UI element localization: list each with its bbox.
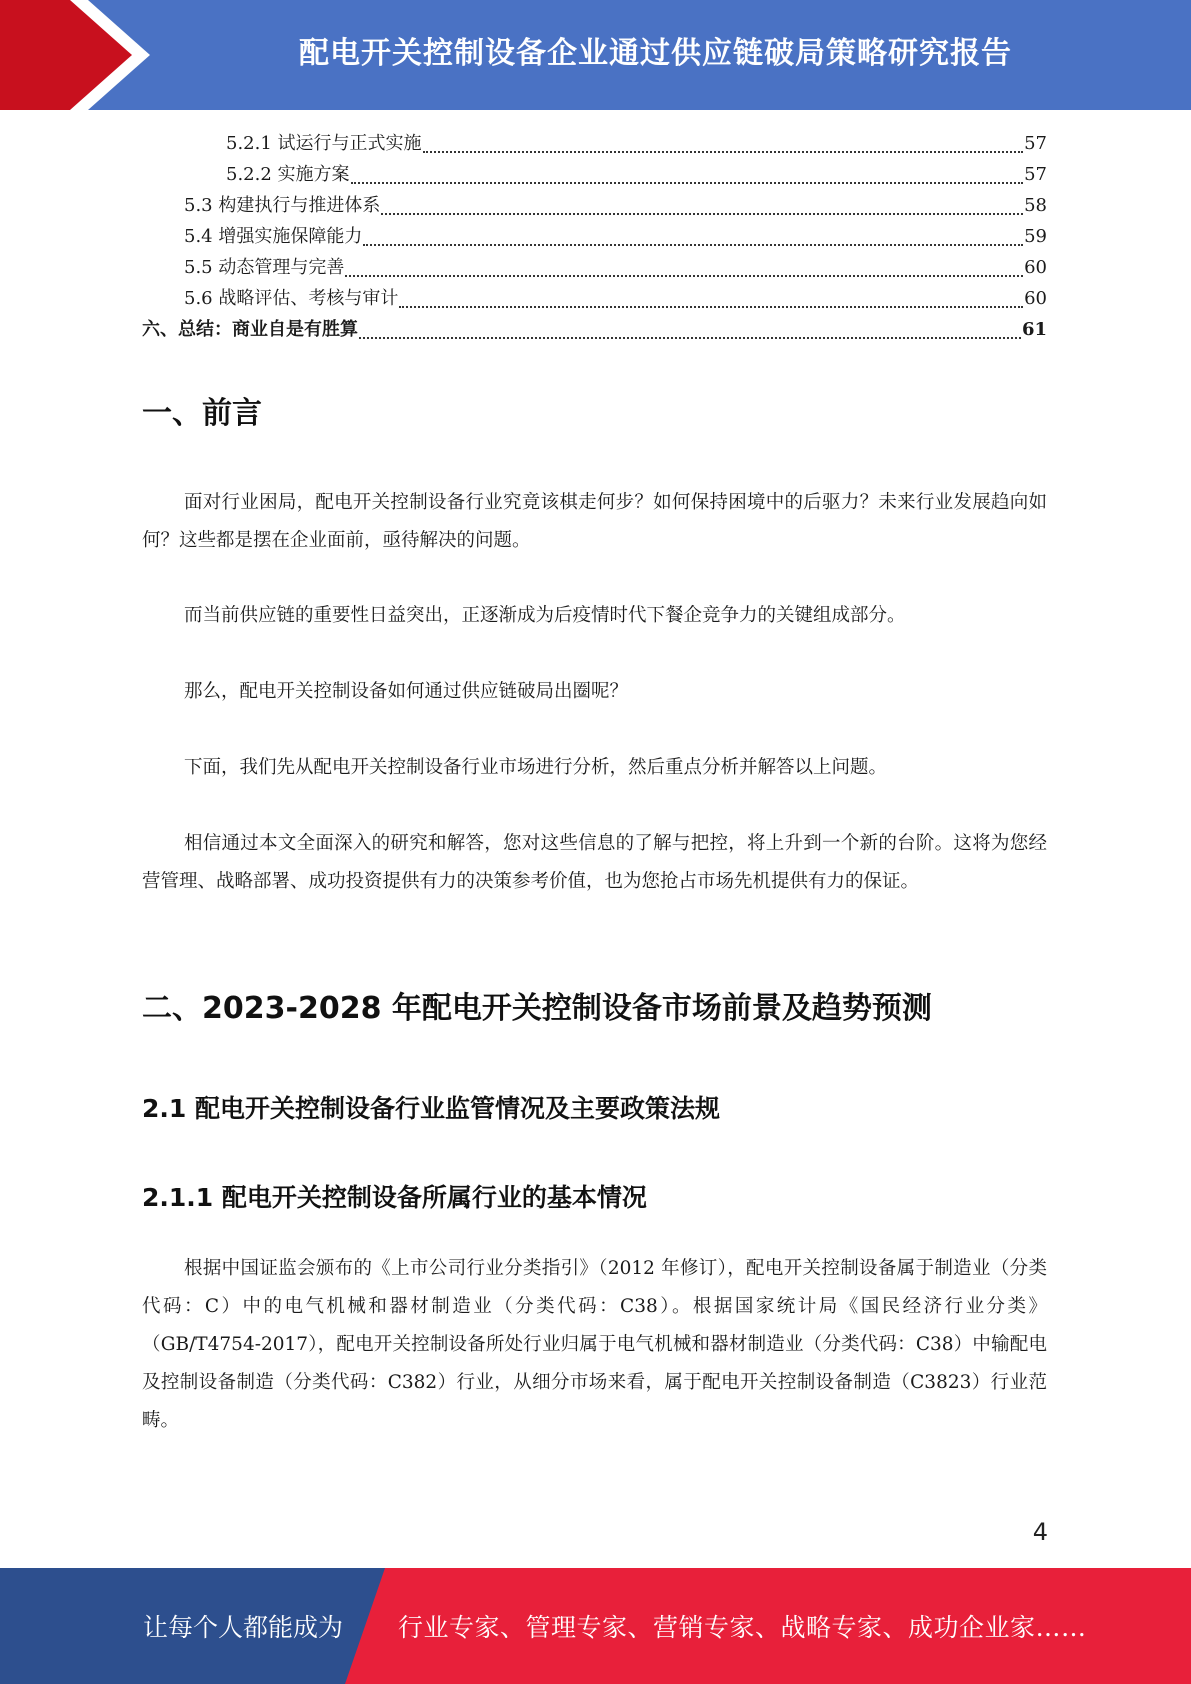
preface-paragraph: 下面，我们先从配电开关控制设备行业市场进行分析，然后重点分析并解答以上问题。: [184, 757, 888, 778]
footer-slogan-left: 让每个人都能成为: [143, 1613, 344, 1642]
toc-entry-label: 5.2.1 试运行与正式实施: [226, 133, 422, 154]
toc-entry-page: 58: [1024, 195, 1047, 216]
preface-paragraph: 那么，配电开关控制设备如何通过供应链破局出圈呢？: [184, 681, 629, 702]
toc-entry-label: 5.2.2 实施方案: [226, 164, 350, 185]
toc-entry-page: 57: [1024, 164, 1047, 185]
toc-leader-dots: [359, 337, 1021, 339]
page-header: [0, 0, 1191, 110]
section-2-1-heading: 2.1 配电开关控制设备行业监管情况及主要政策法规: [142, 1094, 720, 1123]
toc-entry-page: 61: [1021, 319, 1047, 340]
toc-entry-page: 60: [1024, 257, 1047, 278]
toc-leader-dots: [363, 244, 1023, 246]
chapter-2-heading: 二、2023-2028 年配电开关控制设备市场前景及趋势预测: [142, 991, 932, 1026]
toc-entry-label: 5.5 动态管理与完善: [184, 257, 345, 278]
toc-entry[interactable]: [142, 221, 1047, 252]
preface-heading: 一、前言: [142, 396, 262, 431]
toc-entry-label: 5.4 增强实施保障能力: [184, 226, 363, 247]
table-of-contents: [142, 128, 1047, 345]
toc-entry-label: 5.6 战略评估、考核与审计: [184, 288, 399, 309]
toc-leader-dots: [399, 306, 1023, 308]
preface-paragraph: 而当前供应链的重要性日益突出，正逐渐成为后疫情时代下餐企竞争力的关键组成部分。: [184, 605, 906, 626]
report-title: 配电开关控制设备企业通过供应链破局策略研究报告: [299, 36, 1012, 71]
toc-entry[interactable]: [142, 314, 1047, 345]
toc-entry-label: 5.3 构建执行与推进体系: [184, 195, 381, 216]
preface-paragraph: 面对行业困局，配电开关控制设备行业究竟该棋走何步？如何保持困境中的后驱力？未来行业发展趋向如何？这些都是摆在企业面前，亟待解决的问题。: [142, 492, 1047, 551]
preface-paragraph: 相信通过本文全面深入的研究和解答，您对这些信息的了解与把控，将上升到一个新的台阶。这将为您经营管理、战略部署、成功投资提供有力的决策参考价值，也为您抢占市场先机提供有力的保证。: [142, 833, 1047, 892]
page-number: 4: [1032, 1518, 1048, 1546]
toc-entry[interactable]: [142, 252, 1047, 283]
section-2-1-1-paragraph: 根据中国证监会颁布的《上市公司行业分类指引》（2012 年修订），配电开关控制设备属于制造业（分类代码：C）中的电气机械和器材制造业（分类代码：C38）。根据国家统计局《国民经济行业分类》（GB/T4754-2017），配电开关控制设备所处行业归属于电气机械和器材制造业（分类代码：C38）中输配电及控制设备制造（分类代码：C382）行业，从细分市场来看，属于配电开关控制设备制造（C3823）行业范畴。: [142, 1258, 1047, 1431]
toc-leader-dots: [423, 151, 1024, 153]
toc-entry[interactable]: [142, 190, 1047, 221]
toc-entry[interactable]: [142, 283, 1047, 314]
toc-entry-label: 六、总结：商业自是有胜算: [142, 319, 358, 340]
page-footer: [0, 1568, 1191, 1684]
toc-leader-dots: [345, 275, 1023, 277]
footer-slogan-right: 行业专家、管理专家、营销专家、战略专家、成功企业家……: [398, 1613, 1087, 1642]
toc-entry-page: 57: [1024, 133, 1047, 154]
toc-entry-page: 60: [1024, 288, 1047, 309]
section-2-1-1-heading: 2.1.1 配电开关控制设备所属行业的基本情况: [142, 1183, 647, 1212]
toc-entry-page: 59: [1024, 226, 1047, 247]
toc-leader-dots: [351, 182, 1024, 184]
toc-leader-dots: [381, 213, 1023, 215]
toc-entry[interactable]: [142, 128, 1047, 159]
toc-entry[interactable]: [142, 159, 1047, 190]
